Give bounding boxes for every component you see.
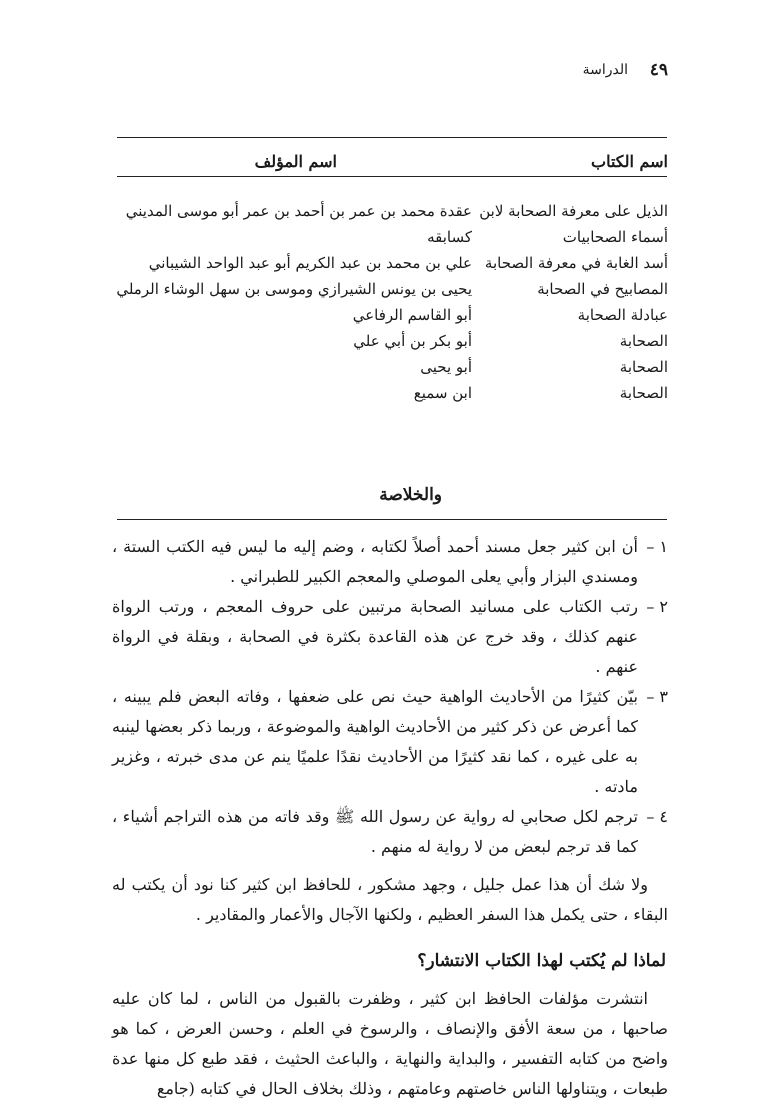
author-column <box>112 198 472 406</box>
author-cell: عقدة محمد بن عمر بن أحمد بن عمر أبو موسى المديني <box>125 202 472 220</box>
item-number: ٢ – <box>646 597 668 616</box>
item-text: رتب الكتاب على مسانيد الصحابة مرتبين على حروف المعجم ، ورتب الرواة عنهم كذلك ، وقد خرج عن هذه القاعدة بكثرة في الصحابة ، وبقلة في الرواة عنهم . <box>112 597 638 676</box>
author-cell: أبو يحيى <box>420 358 472 376</box>
table-header-rule <box>117 176 667 177</box>
item-text: ترجم لكل صحابي له رواية عن رسول الله ﷺ وقد فاته من هذه التراجم أشياء ، كما قد ترجم لبعض من لا رواية له منهم . <box>112 807 638 856</box>
author-cell: علي بن محمد بن عبد الكريم أبو عبد الواحد الشيباني <box>148 254 472 272</box>
section-name: الدراسة <box>582 62 628 78</box>
summary-item <box>112 802 668 862</box>
item-text: بيّن كثيرًا من الأحاديث الواهية حيث نص على ضعفها ، وفاته البعض فلم يبينه ، كما أعرض عن ذكر كثير من الأحاديث الواهية والموضوعة ، وربما ذكر بعضها لينبه به على غيره ، كما نقد كثيرًا من الأحاديث نقدًا علميًا ينم عن مدى خبرته ، وغزير مادته . <box>112 687 638 796</box>
summary-item <box>112 682 668 802</box>
book-cell: أسد الغابة في معرفة الصحابة <box>484 254 668 272</box>
book-cell: أسماء الصحابيات <box>562 228 668 246</box>
author-cell: كسابقه <box>427 228 472 246</box>
book-cell: الصحابة <box>619 332 668 350</box>
item-number: ١ – <box>646 537 668 556</box>
author-cell: أبو القاسم الرفاعي <box>352 306 472 324</box>
item-text: أن ابن كثير جعل مسند أحمد أصلاً لكتابه ، وضم إليه ما ليس فيه الكتب الستة ، ومسندي البزار وأبي يعلى الموصلي والمعجم الكبير للطبراني . <box>112 537 638 586</box>
table-top-rule <box>117 137 667 138</box>
book-column-header: اسم الكتاب <box>591 152 668 171</box>
book-cell: المصابيح في الصحابة <box>537 280 668 298</box>
book-cell: الصحابة <box>619 384 668 402</box>
book-column <box>478 198 668 406</box>
summary-item <box>112 592 668 682</box>
author-cell: ابن سميع <box>413 384 472 402</box>
closing-paragraph: ولا شك أن هذا عمل جليل ، وجهد مشكور ، للحافظ ابن كثير كنا نود أن يكتب له البقاء ، حتى يكمل هذا السفر العظيم ، ولكنها الآجال والأعمار والمقادير . <box>112 875 668 924</box>
author-cell: أبو بكر بن أبي علي <box>353 332 472 350</box>
summary-item <box>112 532 668 592</box>
item-number: ٤ – <box>646 807 668 826</box>
item-number: ٣ – <box>646 687 668 706</box>
book-cell: الصحابة <box>619 358 668 376</box>
summary-title: والخلاصة <box>379 485 442 505</box>
running-header <box>108 60 668 86</box>
why-paragraph: انتشرت مؤلفات الحافظ ابن كثير ، وظفرت بالقبول من الناس ، لما كان عليه صاحبها ، من سعة الأفق والإنصاف ، والرسوخ في العلم ، وحسن العرض ، كما هو واضح من كتابه التفسير ، والبداية والنهاية ، والباعث الحثيث ، فقد طبع كل منها عدة طبعات ، ويتناولها الناس خاصتهم وعامتهم ، وذلك بخلاف الحال في كتابه (جامع <box>112 989 668 1098</box>
why-heading: لماذا لم يُكتب لهذا الكتاب الانتشار؟ <box>417 951 666 971</box>
author-column-header: اسم المؤلف <box>254 152 337 171</box>
summary-rule <box>117 519 667 520</box>
book-cell: الذيل على معرفة الصحابة لابن <box>479 202 668 220</box>
body-text <box>112 532 668 1120</box>
page-number: ٤٩ <box>649 60 668 80</box>
book-cell: عبادلة الصحابة <box>577 306 668 324</box>
author-cell: يحيى بن يونس الشيرازي وموسى بن سهل الوشاء الرملي <box>116 280 472 298</box>
